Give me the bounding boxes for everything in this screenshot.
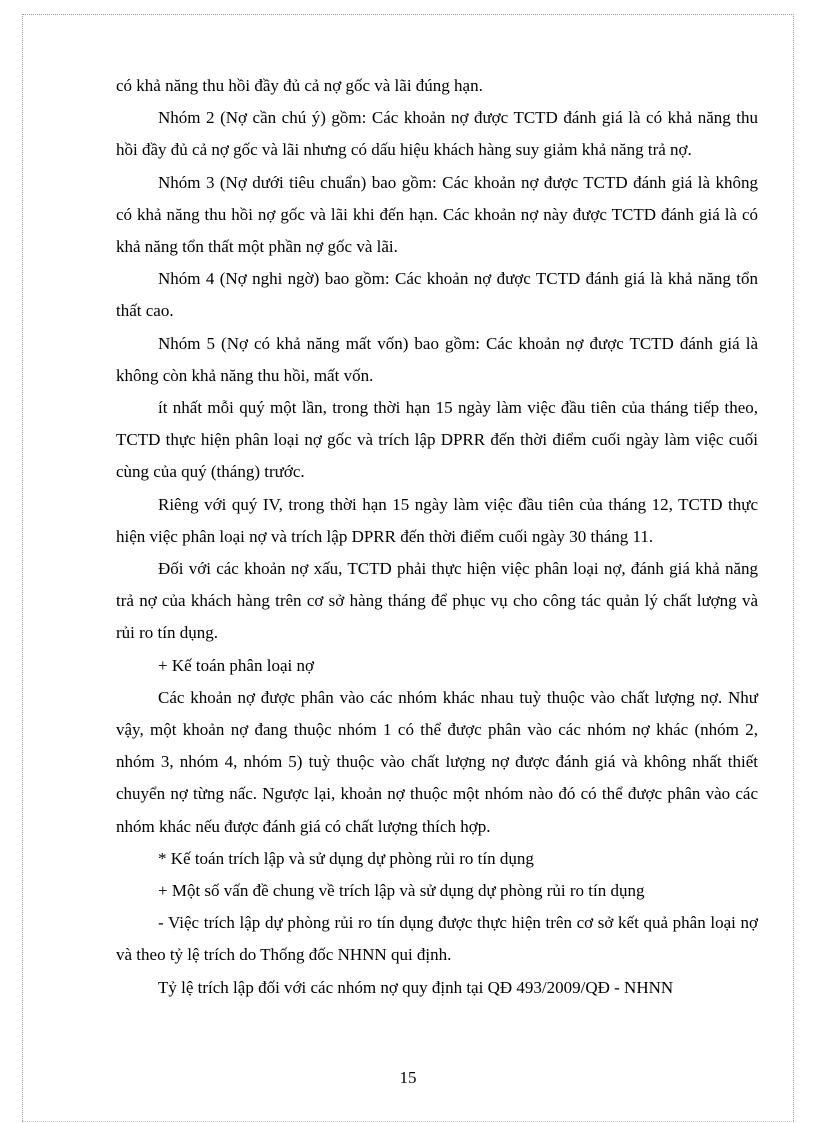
paragraph: ít nhất mỗi quý một lần, trong thời hạn 15 ngày làm việc đầu tiên của tháng tiếp theo, TCTD thực hiện phân loại nợ gốc và trích lập DPRR đến thời điểm cuối ngày làm việc cuối cùng của quý (tháng) trước. [116,398,758,482]
paragraph: có khả năng thu hồi đầy đủ cả nợ gốc và lãi đúng hạn. [116,76,483,95]
paragraph: Nhóm 5 (Nợ có khả năng mất vốn) bao gồm: Các khoản nợ được TCTD đánh giá là không còn khả năng thu hồi, mất vốn. [116,333,758,385]
page-number: 15 [399,1068,417,1087]
paragraph: Đối với các khoản nợ xấu, TCTD phải thực hiện việc phân loại nợ, đánh giá khả năng trả nợ của khách hàng trên cơ sở hàng tháng để phục vụ cho công tác quản lý chất lượng và rủi ro tín dụng. [116,559,758,643]
paragraph: - Việc trích lập dự phòng rủi ro tín dụng được thực hiện trên cơ sở kết quả phân loại nợ và theo tỷ lệ trích do Thống đốc NHNN qui định. [116,913,758,965]
document-body [116,70,758,1004]
paragraph: + Kế toán phân loại nợ [158,655,314,675]
paragraph: Nhóm 3 (Nợ dưới tiêu chuẩn) bao gồm: Các khoản nợ được TCTD đánh giá là không có khả năng thu hồi nợ gốc và lãi khi đến hạn. Các khoản nợ này được TCTD đánh giá là có khả năng tổn thất một phần nợ gốc và lãi. [116,172,758,257]
paragraph: Nhóm 4 (Nợ nghi ngờ) bao gồm: Các khoản nợ được TCTD đánh giá là khả năng tổn thất cao. [116,269,758,321]
paragraph: + Một số vấn đề chung về trích lập và sử dụng dự phòng rủi ro tín dụng [158,881,645,901]
page-border-bottom [22,1121,794,1122]
paragraph: Riêng với quý IV, trong thời hạn 15 ngày làm việc đầu tiên của tháng 12, TCTD thực hiện việc phân loại nợ và trích lập DPRR đến thời điểm cuối ngày 30 tháng 11. [116,494,758,546]
paragraph: Tỷ lệ trích lập đối với các nhóm nợ quy định tại QĐ 493/2009/QĐ - NHNN [158,977,674,997]
paragraph: * Kế toán trích lập và sử dụng dự phòng rủi ro tín dụng [158,848,534,868]
paragraph: Các khoản nợ được phân vào các nhóm khác nhau tuỳ thuộc vào chất lượng nợ. Như vậy, một khoản nợ đang thuộc nhóm 1 có thể được phân vào các nhóm nợ khác (nhóm 2, nhóm 3, nhóm 4, nhóm 5) tuỳ thuộc vào chất lượng nợ được đánh giá và không nhất thiết chuyển nợ từng nấc. Ngược lại, khoản nợ thuộc một nhóm nào đó có thể được phân vào các nhóm khác nếu được đánh giá có chất lượng thích hợp. [116,687,758,836]
paragraph: Nhóm 2 (Nợ cần chú ý) gồm: Các khoản nợ được TCTD đánh giá là có khả năng thu hồi đầy đủ cả nợ gốc và lãi nhưng có dấu hiệu khách hàng suy giảm khả năng trả nợ. [116,108,758,160]
